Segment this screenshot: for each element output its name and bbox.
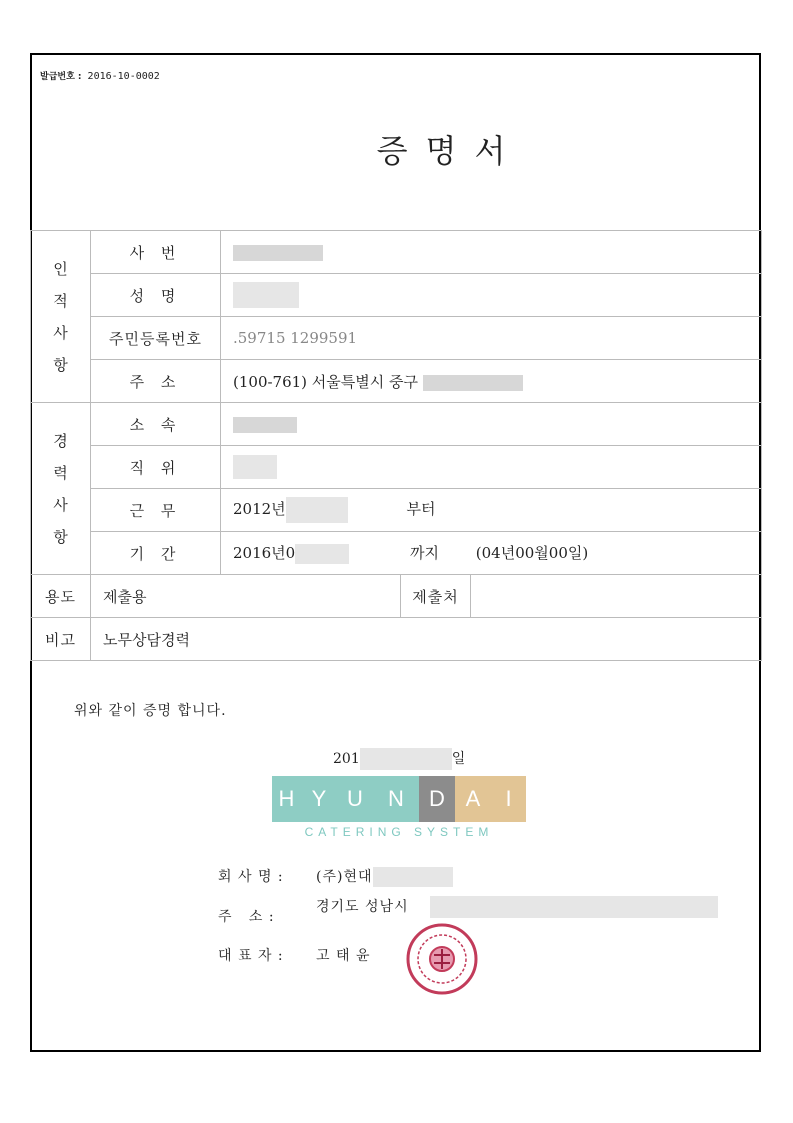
table-row (31, 618, 762, 661)
company-name-label: 회 사 명 : (218, 869, 284, 885)
company-name-value: (주)현대 (316, 866, 453, 887)
logo-letter: Y (301, 776, 337, 822)
table-row (31, 360, 762, 403)
table-row (31, 231, 762, 274)
resident-number-label: 주민등록번호 (91, 317, 221, 360)
document-title: 증명서 (376, 132, 524, 170)
logo-letter: A (455, 776, 491, 822)
work-start-value: 2012년 부터 (221, 489, 762, 532)
certificate-table (30, 230, 762, 661)
company-logo (272, 776, 526, 822)
resident-number-value: .59715 1299591 (221, 317, 762, 360)
period-label: 기 간 (91, 532, 221, 575)
table-row (31, 446, 762, 489)
submit-to-label: 제출처 (401, 575, 471, 618)
work-label: 근 무 (91, 489, 221, 532)
table-row (31, 317, 762, 360)
table-row (31, 403, 762, 446)
work-end-value: 2016년0 까지 (04년00월00일) (221, 532, 762, 575)
usage-label: 용도 (31, 575, 91, 618)
logo-letter: D (419, 776, 455, 822)
department-label: 소 속 (91, 403, 221, 446)
table-row (31, 532, 762, 575)
ceo-label: 대 표 자 : (218, 948, 284, 964)
ceo-value: 고 태 윤 (316, 948, 371, 964)
remarks-label: 비고 (31, 618, 91, 661)
company-address-value: 경기도 성남시 (316, 896, 718, 918)
position-label: 직 위 (91, 446, 221, 489)
name-label: 성 명 (91, 274, 221, 317)
department-value (221, 403, 762, 446)
career-section-label: 경 력 사 항 (31, 403, 91, 575)
table-row (31, 575, 762, 618)
address-value: (100-761) 서울특별시 중구 (221, 360, 762, 403)
logo-letter: N (373, 776, 419, 822)
table-row (31, 489, 762, 532)
issue-date: 201 일 (333, 748, 465, 770)
position-value (221, 446, 762, 489)
table-row (31, 274, 762, 317)
employee-id-value (221, 231, 762, 274)
logo-subtitle: CATERING SYSTEM (304, 825, 494, 839)
remarks-value: 노무상담경력 (91, 618, 762, 661)
employee-id-label: 사 번 (91, 231, 221, 274)
issue-number-value: 2016-10-0002 (87, 71, 160, 82)
usage-value: 제출용 (91, 575, 401, 618)
submit-to-value (471, 575, 762, 618)
certify-text: 위와 같이 증명 합니다. (74, 703, 227, 719)
company-seal-icon (400, 922, 484, 996)
company-address-label: 주 소 : (218, 909, 275, 925)
logo-letter: I (491, 776, 526, 822)
logo-letter: U (337, 776, 373, 822)
name-value (221, 274, 762, 317)
address-label: 주 소 (91, 360, 221, 403)
personal-section-label: 인 적 사 항 (31, 231, 91, 403)
logo-letter: H (272, 776, 301, 822)
issue-number (40, 69, 160, 82)
issue-number-label: 발급번호 : (40, 72, 82, 82)
